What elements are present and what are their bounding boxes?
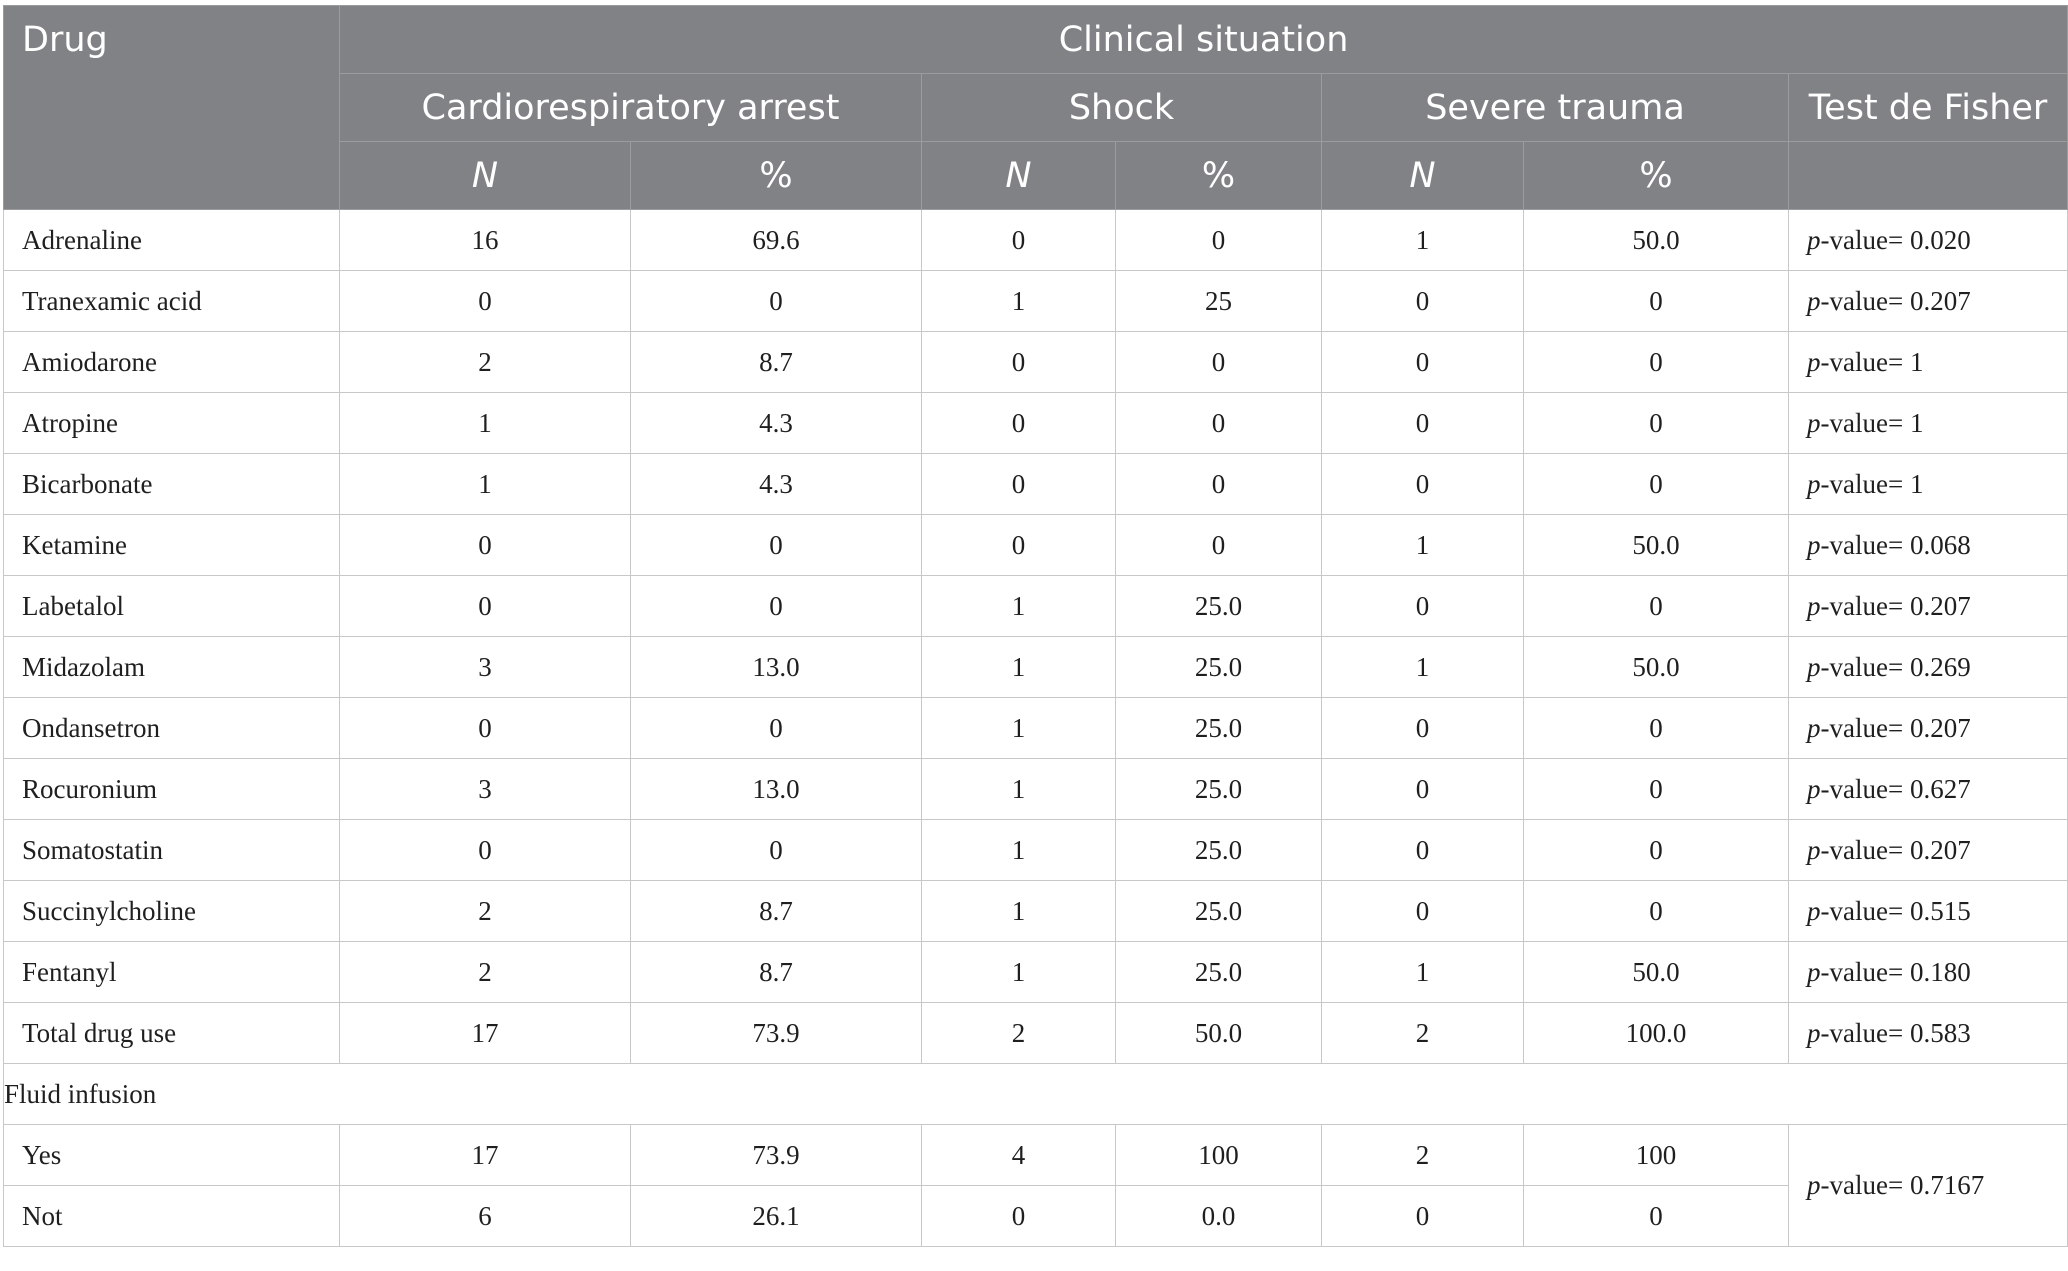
cardiorespiratory-arrest-percent-cell: 0 bbox=[631, 698, 922, 759]
p-value-word: -value bbox=[1820, 956, 1888, 987]
severe-trauma-n-cell: 1 bbox=[1322, 210, 1524, 271]
severe-trauma-percent-cell: 50.0 bbox=[1524, 515, 1789, 576]
cardiorespiratory-arrest-percent-cell: 0 bbox=[631, 820, 922, 881]
cardiorespiratory-arrest-n-cell: 2 bbox=[340, 332, 631, 393]
drug-name-cell: Not bbox=[4, 1186, 340, 1247]
test-subheader-empty bbox=[1789, 142, 2068, 210]
p-symbol: p bbox=[1807, 1017, 1821, 1048]
cardiorespiratory-arrest-n-cell: 3 bbox=[340, 759, 631, 820]
p-symbol: p bbox=[1807, 895, 1821, 926]
clinical-situation-header: Clinical situation bbox=[340, 6, 2068, 74]
severe-trauma-percent-cell: 0 bbox=[1524, 393, 1789, 454]
test-fisher-header: Test de Fisher bbox=[1789, 74, 2068, 142]
drug-name-cell: Adrenaline bbox=[4, 210, 340, 271]
cardiorespiratory-arrest-n-cell: 0 bbox=[340, 271, 631, 332]
p-value-number: = 0.207 bbox=[1887, 590, 1971, 621]
p-value-word: -value bbox=[1820, 407, 1888, 438]
cardiorespiratory-arrest-percent-cell: 73.9 bbox=[631, 1003, 922, 1064]
p-value-number: = 0.627 bbox=[1887, 773, 1971, 804]
p-value-number: = 0.020 bbox=[1887, 224, 1971, 255]
n-header: N bbox=[1322, 142, 1524, 210]
p-value-cell bbox=[1789, 1125, 2068, 1247]
drug-name-cell: Labetalol bbox=[4, 576, 340, 637]
p-value-number: = 0.068 bbox=[1887, 529, 1971, 560]
severe-trauma-percent-cell: 0 bbox=[1524, 332, 1789, 393]
cardiorespiratory-arrest-percent-cell: 8.7 bbox=[631, 332, 922, 393]
shock-n-cell: 1 bbox=[922, 637, 1116, 698]
p-value-cell bbox=[1789, 1003, 2068, 1064]
severe-trauma-n-cell: 1 bbox=[1322, 637, 1524, 698]
p-value-cell bbox=[1789, 698, 2068, 759]
p-value-word: -value bbox=[1820, 468, 1888, 499]
severe-trauma-percent-cell: 0 bbox=[1524, 759, 1789, 820]
cardiorespiratory-arrest-percent-cell: 0 bbox=[631, 576, 922, 637]
p-symbol: p bbox=[1807, 712, 1821, 743]
shock-n-cell: 1 bbox=[922, 271, 1116, 332]
p-value-word: -value bbox=[1820, 346, 1888, 377]
severe-trauma-n-cell: 0 bbox=[1322, 454, 1524, 515]
p-symbol: p bbox=[1807, 773, 1821, 804]
p-value-cell bbox=[1789, 942, 2068, 1003]
table-row bbox=[4, 881, 2068, 942]
p-symbol: p bbox=[1807, 834, 1821, 865]
shock-n-cell: 1 bbox=[922, 881, 1116, 942]
n-header: N bbox=[922, 142, 1116, 210]
shock-n-cell: 4 bbox=[922, 1125, 1116, 1186]
severe-trauma-n-cell: 2 bbox=[1322, 1003, 1524, 1064]
severe-trauma-n-cell: 1 bbox=[1322, 515, 1524, 576]
severe-trauma-n-cell: 0 bbox=[1322, 271, 1524, 332]
p-symbol: p bbox=[1807, 956, 1821, 987]
n-header: N bbox=[340, 142, 631, 210]
cardiorespiratory-arrest-n-cell: 0 bbox=[340, 698, 631, 759]
table-row bbox=[4, 698, 2068, 759]
cardiorespiratory-arrest-n-cell: 0 bbox=[340, 515, 631, 576]
shock-percent-cell: 25.0 bbox=[1116, 881, 1322, 942]
drug-name-cell: Rocuronium bbox=[4, 759, 340, 820]
severe-trauma-percent-cell: 0 bbox=[1524, 454, 1789, 515]
drug-name-cell: Atropine bbox=[4, 393, 340, 454]
shock-n-cell: 0 bbox=[922, 332, 1116, 393]
table-row bbox=[4, 942, 2068, 1003]
cardiorespiratory-arrest-n-cell: 3 bbox=[340, 637, 631, 698]
p-value-number: = 0.207 bbox=[1887, 285, 1971, 316]
cardiorespiratory-arrest-n-cell: 17 bbox=[340, 1003, 631, 1064]
cardiorespiratory-arrest-percent-cell: 4.3 bbox=[631, 454, 922, 515]
fluid-infusion-section-row bbox=[4, 1064, 2068, 1125]
severe-trauma-percent-cell: 0 bbox=[1524, 698, 1789, 759]
shock-n-cell: 0 bbox=[922, 454, 1116, 515]
shock-percent-cell: 25.0 bbox=[1116, 942, 1322, 1003]
p-symbol: p bbox=[1807, 651, 1821, 682]
p-value-number: = 0.583 bbox=[1887, 1017, 1971, 1048]
p-value-cell bbox=[1789, 637, 2068, 698]
cardiorespiratory-arrest-percent-cell: 73.9 bbox=[631, 1125, 922, 1186]
p-value-number: = 0.207 bbox=[1887, 834, 1971, 865]
shock-n-cell: 1 bbox=[922, 820, 1116, 881]
severe-trauma-percent-cell: 0 bbox=[1524, 820, 1789, 881]
drug-name-cell: Fentanyl bbox=[4, 942, 340, 1003]
p-value-number: = 0.515 bbox=[1887, 895, 1971, 926]
p-symbol: p bbox=[1807, 346, 1821, 377]
severe-trauma-n-cell: 0 bbox=[1322, 576, 1524, 637]
p-value-word: -value bbox=[1820, 1170, 1888, 1200]
shock-percent-cell: 0 bbox=[1116, 515, 1322, 576]
cardiorespiratory-arrest-n-cell: 0 bbox=[340, 576, 631, 637]
group-header-shock: Shock bbox=[922, 74, 1322, 142]
drug-name-cell: Amiodarone bbox=[4, 332, 340, 393]
p-value-cell bbox=[1789, 576, 2068, 637]
cardiorespiratory-arrest-percent-cell: 0 bbox=[631, 271, 922, 332]
drug-name-cell: Ondansetron bbox=[4, 698, 340, 759]
cardiorespiratory-arrest-n-cell: 1 bbox=[340, 454, 631, 515]
p-value-number: = 1 bbox=[1887, 346, 1924, 377]
cardiorespiratory-arrest-percent-cell: 4.3 bbox=[631, 393, 922, 454]
shock-n-cell: 1 bbox=[922, 942, 1116, 1003]
severe-trauma-n-cell: 2 bbox=[1322, 1125, 1524, 1186]
shock-percent-cell: 100 bbox=[1116, 1125, 1322, 1186]
p-symbol: p bbox=[1807, 468, 1821, 499]
shock-n-cell: 1 bbox=[922, 576, 1116, 637]
p-value-word: -value bbox=[1820, 895, 1888, 926]
shock-percent-cell: 25 bbox=[1116, 271, 1322, 332]
cardiorespiratory-arrest-n-cell: 17 bbox=[340, 1125, 631, 1186]
p-value-cell bbox=[1789, 881, 2068, 942]
drug-name-cell: Total drug use bbox=[4, 1003, 340, 1064]
shock-percent-cell: 25.0 bbox=[1116, 759, 1322, 820]
shock-percent-cell: 0 bbox=[1116, 210, 1322, 271]
p-value-cell bbox=[1789, 332, 2068, 393]
cardiorespiratory-arrest-percent-cell: 8.7 bbox=[631, 942, 922, 1003]
fluid-infusion-label: Fluid infusion bbox=[4, 1064, 2068, 1125]
p-value-number: = 1 bbox=[1887, 407, 1924, 438]
severe-trauma-n-cell: 0 bbox=[1322, 1186, 1524, 1247]
severe-trauma-n-cell: 0 bbox=[1322, 759, 1524, 820]
shock-n-cell: 0 bbox=[922, 515, 1116, 576]
table-row bbox=[4, 1186, 2068, 1247]
p-symbol: p bbox=[1807, 224, 1821, 255]
drug-name-cell: Yes bbox=[4, 1125, 340, 1186]
p-value-word: -value bbox=[1820, 834, 1888, 865]
table-row bbox=[4, 332, 2068, 393]
shock-percent-cell: 25.0 bbox=[1116, 576, 1322, 637]
severe-trauma-percent-cell: 100 bbox=[1524, 1125, 1789, 1186]
table-row bbox=[4, 515, 2068, 576]
drug-name-cell: Succinylcholine bbox=[4, 881, 340, 942]
p-value-word: -value bbox=[1820, 285, 1888, 316]
table-body bbox=[4, 210, 2068, 1247]
cardiorespiratory-arrest-n-cell: 6 bbox=[340, 1186, 631, 1247]
shock-n-cell: 0 bbox=[922, 210, 1116, 271]
severe-trauma-n-cell: 0 bbox=[1322, 332, 1524, 393]
drug-name-cell: Tranexamic acid bbox=[4, 271, 340, 332]
p-value-cell bbox=[1789, 393, 2068, 454]
drug-name-cell: Bicarbonate bbox=[4, 454, 340, 515]
drug-name-cell: Somatostatin bbox=[4, 820, 340, 881]
severe-trauma-n-cell: 0 bbox=[1322, 820, 1524, 881]
p-value-number: = 0.180 bbox=[1887, 956, 1971, 987]
p-value-word: -value bbox=[1820, 712, 1888, 743]
table-row bbox=[4, 1125, 2068, 1186]
shock-n-cell: 0 bbox=[922, 393, 1116, 454]
p-value-word: -value bbox=[1820, 529, 1888, 560]
shock-percent-cell: 0.0 bbox=[1116, 1186, 1322, 1247]
group-header-severe-trauma: Severe trauma bbox=[1322, 74, 1789, 142]
group-header-cardiorespiratory-arrest: Cardiorespiratory arrest bbox=[340, 74, 922, 142]
shock-percent-cell: 0 bbox=[1116, 393, 1322, 454]
shock-percent-cell: 25.0 bbox=[1116, 637, 1322, 698]
shock-percent-cell: 0 bbox=[1116, 332, 1322, 393]
p-value-cell bbox=[1789, 454, 2068, 515]
cardiorespiratory-arrest-percent-cell: 26.1 bbox=[631, 1186, 922, 1247]
cardiorespiratory-arrest-n-cell: 2 bbox=[340, 881, 631, 942]
p-symbol: p bbox=[1807, 285, 1821, 316]
table-row bbox=[4, 454, 2068, 515]
shock-n-cell: 0 bbox=[922, 1186, 1116, 1247]
shock-n-cell: 2 bbox=[922, 1003, 1116, 1064]
shock-n-cell: 1 bbox=[922, 698, 1116, 759]
table-row bbox=[4, 820, 2068, 881]
p-value-cell bbox=[1789, 759, 2068, 820]
table-row bbox=[4, 637, 2068, 698]
p-value-cell bbox=[1789, 271, 2068, 332]
p-value-number: = 1 bbox=[1887, 468, 1924, 499]
table-row bbox=[4, 576, 2068, 637]
severe-trauma-percent-cell: 50.0 bbox=[1524, 210, 1789, 271]
severe-trauma-n-cell: 0 bbox=[1322, 881, 1524, 942]
drug-name-cell: Midazolam bbox=[4, 637, 340, 698]
p-value-word: -value bbox=[1820, 1017, 1888, 1048]
shock-percent-cell: 25.0 bbox=[1116, 820, 1322, 881]
severe-trauma-n-cell: 0 bbox=[1322, 393, 1524, 454]
severe-trauma-percent-cell: 0 bbox=[1524, 576, 1789, 637]
p-symbol: p bbox=[1807, 590, 1821, 621]
p-value-cell bbox=[1789, 515, 2068, 576]
severe-trauma-percent-cell: 50.0 bbox=[1524, 942, 1789, 1003]
table-row bbox=[4, 1003, 2068, 1064]
p-value-number: = 0.7167 bbox=[1887, 1170, 1985, 1200]
cardiorespiratory-arrest-percent-cell: 13.0 bbox=[631, 759, 922, 820]
p-value-word: -value bbox=[1820, 651, 1888, 682]
p-value-word: -value bbox=[1820, 590, 1888, 621]
severe-trauma-n-cell: 0 bbox=[1322, 698, 1524, 759]
cardiorespiratory-arrest-n-cell: 16 bbox=[340, 210, 631, 271]
shock-percent-cell: 0 bbox=[1116, 454, 1322, 515]
table-row bbox=[4, 271, 2068, 332]
percent-header: % bbox=[1524, 142, 1789, 210]
p-symbol: p bbox=[1807, 407, 1821, 438]
p-value-word: -value bbox=[1820, 773, 1888, 804]
severe-trauma-percent-cell: 100.0 bbox=[1524, 1003, 1789, 1064]
cardiorespiratory-arrest-n-cell: 2 bbox=[340, 942, 631, 1003]
percent-header: % bbox=[631, 142, 922, 210]
table-row bbox=[4, 210, 2068, 271]
drug-name-cell: Ketamine bbox=[4, 515, 340, 576]
drug-column-header: Drug bbox=[4, 6, 340, 210]
p-value-number: = 0.269 bbox=[1887, 651, 1971, 682]
p-value-word: -value bbox=[1820, 224, 1888, 255]
p-value-cell bbox=[1789, 820, 2068, 881]
severe-trauma-percent-cell: 50.0 bbox=[1524, 637, 1789, 698]
cardiorespiratory-arrest-percent-cell: 8.7 bbox=[631, 881, 922, 942]
cardiorespiratory-arrest-n-cell: 1 bbox=[340, 393, 631, 454]
cardiorespiratory-arrest-n-cell: 0 bbox=[340, 820, 631, 881]
severe-trauma-n-cell: 1 bbox=[1322, 942, 1524, 1003]
cardiorespiratory-arrest-percent-cell: 69.6 bbox=[631, 210, 922, 271]
table-row bbox=[4, 393, 2068, 454]
severe-trauma-percent-cell: 0 bbox=[1524, 1186, 1789, 1247]
percent-header: % bbox=[1116, 142, 1322, 210]
severe-trauma-percent-cell: 0 bbox=[1524, 271, 1789, 332]
p-value-cell bbox=[1789, 210, 2068, 271]
table-row bbox=[4, 759, 2068, 820]
shock-percent-cell: 50.0 bbox=[1116, 1003, 1322, 1064]
drug-use-table bbox=[3, 5, 2068, 1247]
p-symbol: p bbox=[1807, 529, 1821, 560]
severe-trauma-percent-cell: 0 bbox=[1524, 881, 1789, 942]
shock-n-cell: 1 bbox=[922, 759, 1116, 820]
shock-percent-cell: 25.0 bbox=[1116, 698, 1322, 759]
cardiorespiratory-arrest-percent-cell: 0 bbox=[631, 515, 922, 576]
p-value-number: = 0.207 bbox=[1887, 712, 1971, 743]
p-symbol: p bbox=[1807, 1170, 1821, 1200]
cardiorespiratory-arrest-percent-cell: 13.0 bbox=[631, 637, 922, 698]
